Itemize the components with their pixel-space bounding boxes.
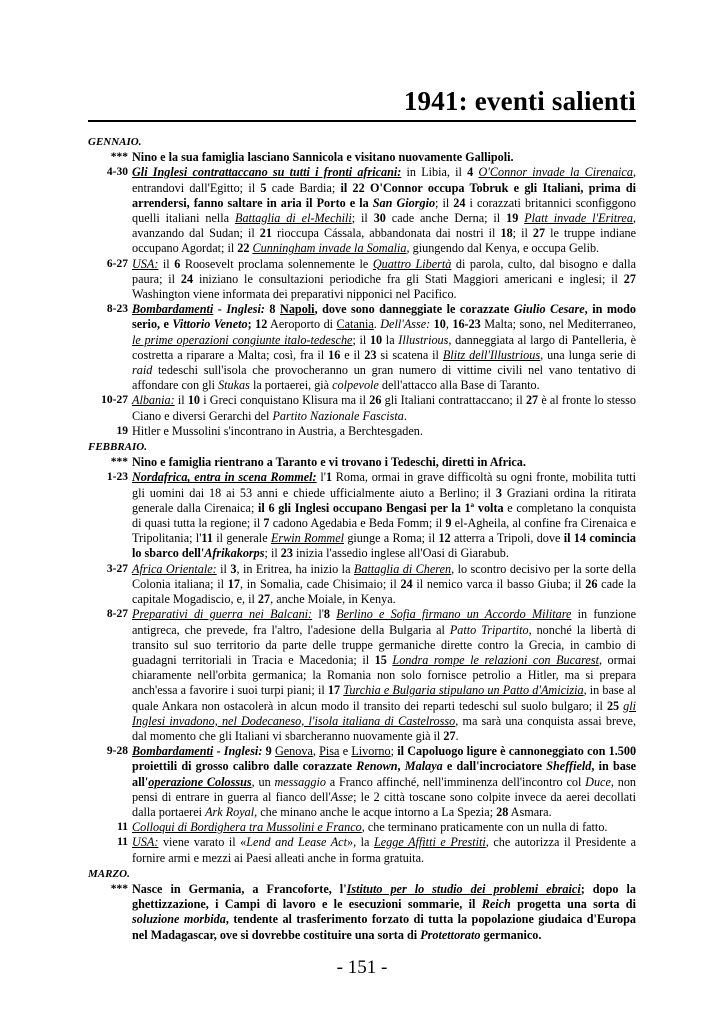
event-text: Hitler e Mussolini s'incontrano in Austria, a Berchtesgaden.	[132, 423, 423, 438]
event-date: ***	[110, 151, 128, 164]
event-entry	[88, 257, 636, 303]
event-date: 4-30	[106, 166, 128, 179]
event-entry	[88, 835, 636, 865]
event-date: 11	[117, 836, 128, 849]
event-text: USA: viene varato il «Lend and Lease Act», la Legge Affitti e Prestiti, che autorizza il Presidente a fornire armi e mezzi ai Paesi alleati anche in forma gratuita.	[132, 835, 636, 865]
event-date: 6-27	[106, 257, 128, 270]
event-date: 9-28	[106, 745, 128, 758]
event-date: 1-23	[106, 471, 128, 484]
event-text: Albania: il 10 i Greci conquistano Klisura ma il 26 gli Italiani contrattaccano; il 27 è al fronte lo stesso Ciano e diversi Gerarchi del Partito Nazionale Fascista.	[132, 393, 636, 423]
event-text: Bombardamenti - Inglesi: 8 Napoli, dove sono danneggiate le corazzate Giulio Cesare, in modo serio, e Vittorio Veneto; 12 Aeroporto di Catania. Dell'Asse: 10, 16-23 Malta; sono, nel Mediterraneo, le prime operazioni congiunte italo-tedesche; il 10 la Illustrious, danneggiata al largo di Pantelleria, è costretta a riparare a Malta; così, fra il 16 e il 23 si scatena il Blitz dell'Illustrious, una lunga serie di raid tedeschi sull'isola che provocheranno un gran numero di vittime civili nel vano tentativo di affondare con gli Stukas la portaerei, già colpevole dell'attacco alla Base di Taranto.	[132, 302, 636, 393]
event-date: 8-23	[106, 303, 128, 316]
page-title: 1941: eventi salienti	[403, 86, 636, 116]
event-text: Bombardamenti - Inglesi: 9 Genova, Pisa e Livorno; il Capoluogo ligure è cannoneggiato con 1.500 proiettili di grosso calibro dalle corazzate Renown, Malaya e dall'incrociatore Sheffield, in base all'operazione Colossus, un messaggio a Franco affinché, nell'imminenza dell'incontro col Duce, non pensi di entrare in guerra al fianco dell'Asse; le 2 città toscane sono colpite invece da aerei decollati dalla portaerei Ark Royal, che minano anche le acque intorno a La Spezia; 28 Asmara.	[132, 744, 637, 819]
event-entry	[88, 470, 636, 561]
title-rule	[88, 120, 636, 122]
event-text: Nordafrica, entra in scena Rommel: l'1 Roma, ormai in grave difficoltà su ogni fronte, mobilita tutti gli uomini dai 18 ai 53 anni e chiede ufficialmente aiuto a Berlino; il 3 Graziani ordina la ritirata generale dalla Cirenaica; il 6 gli Inglesi occupano Bengasi per la 1ª volta e completano la conquista di quasi tutta la regione; il 7 cadono Agedabia e Beda Fomm; il 9 el-Agheila, al confine fra Cirenaica e Tripolitania; l'11 il generale Erwin Rommel giunge a Roma; il 12 atterra a Tripoli, dove il 14 comincia lo sbarco dell'Afrikakorps; il 23 inizia l'assedio inglese all'Oasi di Giarabub.	[132, 470, 637, 561]
event-date: 8-27	[106, 608, 128, 621]
event-date: ***	[110, 882, 128, 895]
event-date: ***	[110, 456, 128, 469]
event-text: USA: il 6 Roosevelt proclama solennemente le Quattro Libertà di parola, culto, dal bisogno e dalla paura; il 24 iniziano le consultazioni periodiche fra gli Stati Maggiori americani e inglesi; il 27 Washington viene informata dei preparativi nipponici nel Pacifico.	[132, 256, 636, 302]
event-date: 19	[116, 424, 128, 437]
event-entry	[88, 744, 636, 820]
event-text: Preparativi di guerra nei Balcani: l'8 Berlino e Sofia firmano un Accordo Militare in funzione antigreca, che prevede, fra l'altro, l'adesione della Bulgaria al Patto Tripartito, nonché la libertà di transito sul suo territorio da parte delle truppe germaniche dirette contro la Grecia, in cambio di guadagni territoriali in Tracia e Macedonia; il 15 Londra rompe le relazioni con Bucarest, ormai chiaramente nell'orbita germanica; la Romania non solo fornisce petrolio a Hitler, ma si prepara anch'essa a favorire i suoi turpi piani; il 17 Turchia e Bulgaria stipulano un Patto d'Amicizia, in base al quale Ankara non ostacolerà in alcun modo il transito dei reparti tedeschi sul suolo bulgaro; il 25 gli Inglesi invadono, nel Dodecaneso, l'isola italiana di Castelrosso, ma sarà una conquista assai breve, dal momento che gli Italiani vi sbarcheranno nuovamente già il 27.	[132, 607, 637, 743]
event-text: Nasce in Germania, a Francoforte, l'Istituto per lo studio dei problemi ebraici; dopo la ghettizzazione, i Campi di lavoro e le esecuzioni sommarie, il Reich progetta una sorta di soluzione morbida, tendente al trasferimento forzato di tutta la popolazione giudaica d'Europa nel Madagascar, ove si dovrebbe costituire una sorta di Protettorato germanico.	[132, 881, 636, 942]
month-heading: GENNAIO.	[88, 136, 142, 148]
event-entry	[88, 302, 636, 393]
month-heading: MARZO.	[88, 867, 130, 880]
page-number: - 151 -	[336, 957, 388, 978]
event-entry	[88, 607, 636, 744]
event-date: 10-27	[101, 394, 128, 407]
event-text: Nino e famiglia rientrano a Taranto e vi trovano i Tedeschi, diretti in Africa.	[132, 455, 526, 470]
event-text: Gli Inglesi contrattaccano su tutti i fronti africani: in Libia, il 4 O'Connor invade la Cirenaica, entrandovi dall'Egitto; il 5 cade Bardia; il 22 O'Connor occupa Tobruk e gli Italiani, prima di arrendersi, fanno saltare in aria il Porto e la San Giorgio; il 24 i corazzati britannici sconfiggono quelli italiani nella Battaglia di el-Mechili; il 30 cade anche Derna; il 19 Platt invade l'Eritrea, avanzando dal Sudan; il 21 rioccupa Cássala, abbandonata dai nostri il 18; il 27 le truppe indiane occupano Agordat; il 22 Cunningham invade la Somalia, giungendo dal Kenya, e occupa Gelib.	[132, 165, 636, 256]
document-body	[88, 134, 636, 943]
event-entry	[88, 393, 636, 423]
event-entry	[88, 165, 636, 256]
month-heading: FEBBRAIO.	[88, 441, 147, 454]
event-entry	[88, 882, 636, 943]
event-text: Colloqui di Bordighera tra Mussolini e Franco, che terminano praticamente con un nulla di fatto.	[132, 820, 608, 835]
event-date: 11	[117, 821, 128, 834]
event-entry	[88, 562, 636, 608]
event-entry	[88, 820, 636, 835]
event-entry	[88, 424, 636, 439]
event-text: Nino e la sua famiglia lasciano Sannicola e visitano nuovamente Gallipoli.	[132, 150, 514, 165]
event-text: Africa Orientale: il 3, in Eritrea, ha inizio la Battaglia di Cheren, lo scontro decisivo per la sorte della Colonia italiana; il 17, in Somalia, cade Chisimaio; il 24 il nemico varca il basso Giuba; il 26 cade la capitale Mogadiscio, e, il 27, anche Moiale, in Kenya.	[132, 561, 637, 607]
event-entry	[88, 150, 636, 165]
event-date: 3-27	[106, 562, 128, 575]
event-entry	[88, 455, 636, 470]
